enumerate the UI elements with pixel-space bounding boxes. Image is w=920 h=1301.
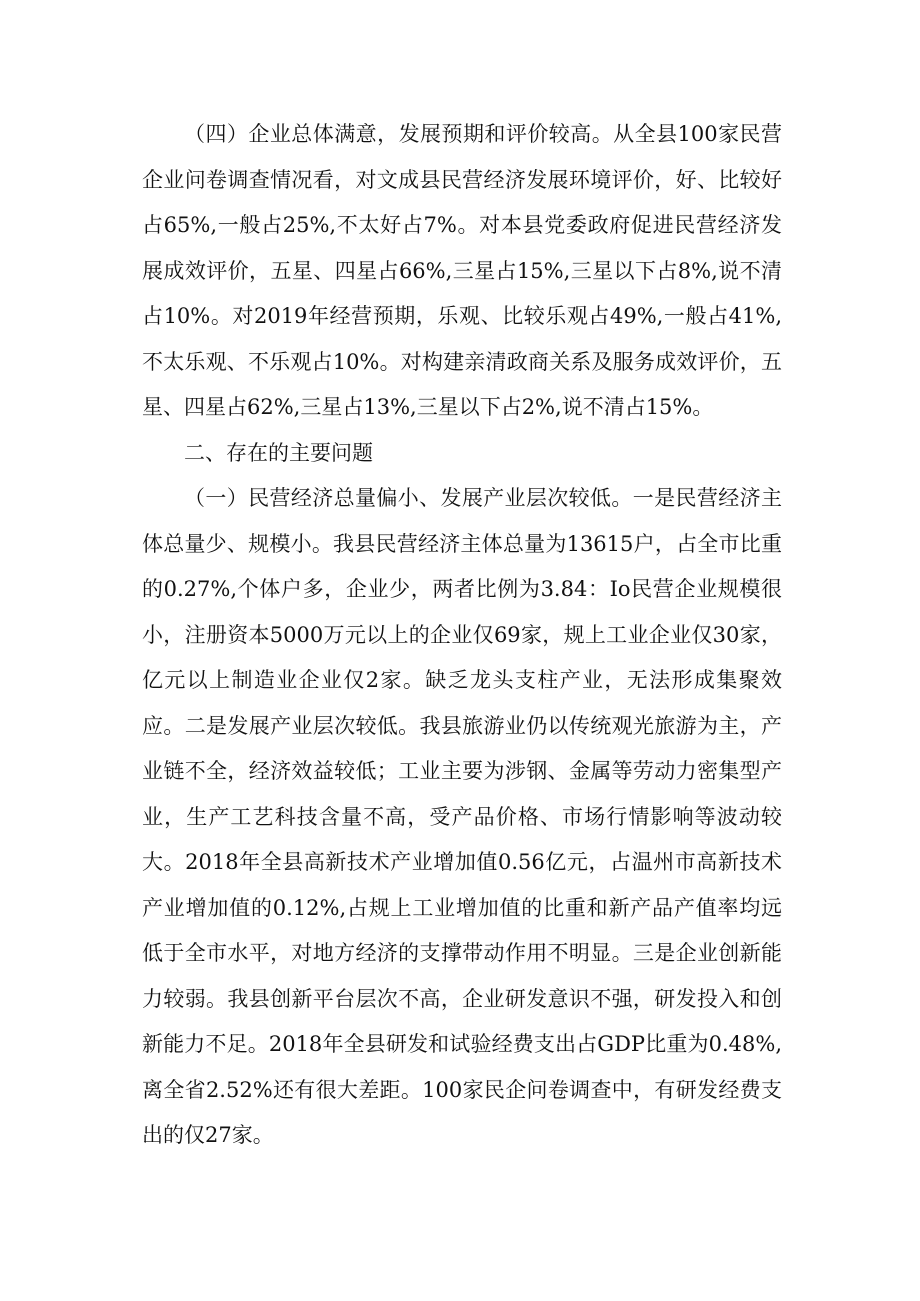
document-body: [142, 112, 782, 1159]
paragraph-private-economy-scale: （一）民营经济总量偏小、发展产业层次较低。一是民营经济主体总量少、规模小。我县民营经济主体总量为13615户，占全市比重的0.27%,个体户多，企业少，两者比例为3.84：Io民营企业规模很小，注册资本5000万元以上的企业仅69家，规上工业企业仅30家，亿元以上制造业企业仅2家。缺乏龙头支柱产业，无法形成集聚效应。二是发展产业层次较低。我县旅游业仍以传统观光旅游为主，产业链不全，经济效益较低；工业主要为涉钢、金属等劳动力密集型产业，生产工艺科技含量不高，受产品价格、市场行情影响等波动较大。2018年全县高新技术产业增加值0.56亿元，占温州市高新技术产业增加值的0.12%,占规上工业增加值的比重和新产品产值率均远低于全市水平，对地方经济的支撑带动作用不明显。三是企业创新能力较弱。我县创新平台层次不高，企业研发意识不强，研发投入和创新能力不足。2018年全县研发和试验经费支出占GDP比重为0.48%,离全省2.52%还有很大差距。100家民企问卷调查中，有研发经费支出的仅27家。: [142, 486, 782, 1147]
paragraph-enterprise-satisfaction: （四）企业总体满意，发展预期和评价较高。从全县100家民营企业问卷调查情况看，对文成县民营经济发展环境评价，好、比较好占65%,一般占25%,不太好占7%。对本县党委政府促进民营经济发展成效评价，五星、四星占66%,三星占15%,三星以下占8%,说不清占10%。对2019年经营预期，乐观、比较乐观占49%,一般占41%,不太乐观、不乐观占10%。对构建亲清政商关系及服务成效评价，五星、四星占62%,三星占13%,三星以下占2%,说不清占15%。: [142, 122, 782, 419]
section-heading-main-problems: 二、存在的主要问题: [184, 440, 373, 465]
